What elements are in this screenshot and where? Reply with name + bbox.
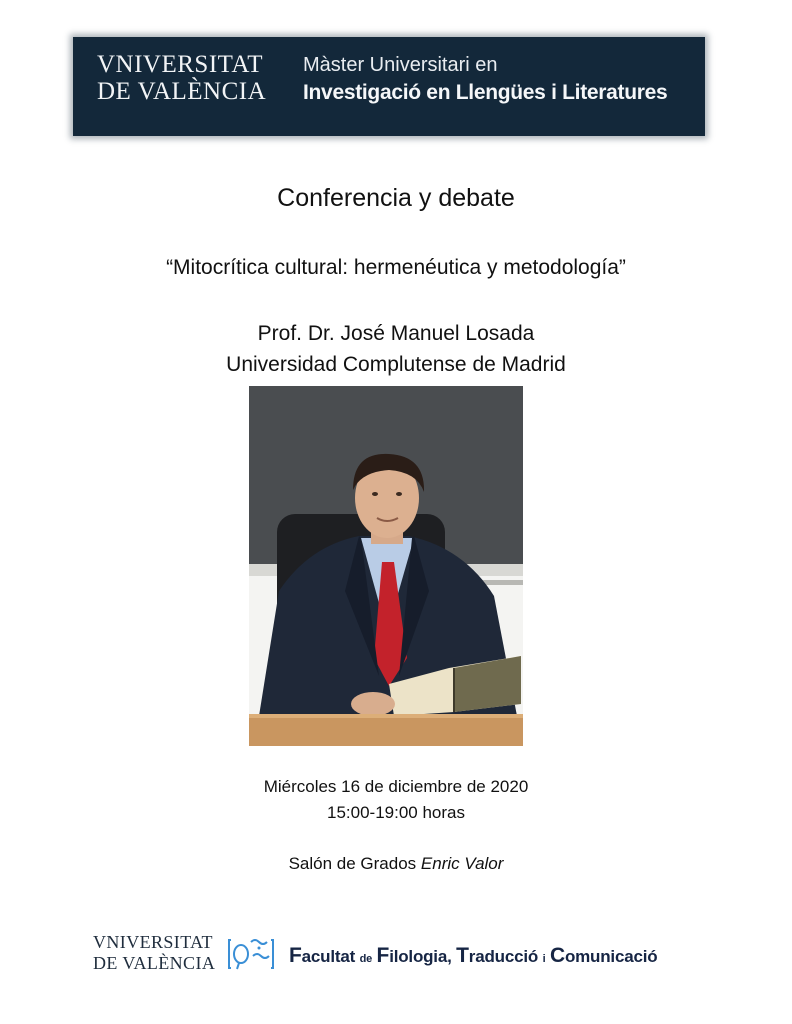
faculty-word4-rest: omunicació: [564, 947, 658, 966]
venue-prefix: Salón de Grados: [288, 854, 417, 873]
university-logo: [97, 52, 266, 104]
speaker-block: [0, 318, 792, 380]
faculty-word2-initial: F: [376, 944, 390, 967]
footer-university-logo-line2: DE VALÈNCIA: [93, 953, 216, 973]
footer-logos: [93, 932, 703, 976]
university-logo-line1: VNIVERSITAT: [97, 51, 263, 78]
venue-name: Enric Valor: [420, 854, 504, 873]
faculty-de: de: [359, 953, 373, 965]
faculty-name: [289, 944, 657, 968]
speaker-affiliation: Universidad Complutense de Madrid: [226, 353, 566, 376]
talk-title: “Mitocrítica cultural: hermenéutica y metodología”: [166, 256, 626, 279]
program-title-line2: Investigació en Llengües i Literatures: [303, 81, 668, 104]
speech-bubbles-icon: [227, 934, 275, 974]
speaker-name: Prof. Dr. José Manuel Losada: [257, 322, 535, 345]
faculty-word1-rest: acultat: [301, 947, 356, 966]
speaker-photo: [249, 386, 523, 746]
university-logo-line2: DE VALÈNCIA: [97, 78, 267, 105]
event-date: Miércoles 16 de diciembre de 2020: [263, 777, 529, 796]
program-title-line1: Màster Universitari en: [303, 54, 498, 76]
footer-university-logo: [93, 933, 215, 972]
faculty-word4-initial: C: [549, 944, 565, 967]
faculty-word1-initial: F: [289, 944, 302, 967]
faculty-word3-initial: T: [456, 944, 469, 967]
program-title: [303, 53, 667, 106]
event-type: Conferencia y debate: [277, 184, 515, 212]
faculty-word2-rest: ilologia,: [389, 947, 452, 966]
faculty-word3-rest: raducció: [468, 947, 539, 966]
event-time: 15:00-19:00 horas: [327, 803, 465, 822]
speaker-photo-illustration: [249, 386, 523, 746]
footer-university-logo-line1: VNIVERSITAT: [93, 932, 213, 952]
header-banner: [73, 37, 705, 136]
faculty-i: i: [542, 953, 546, 965]
event-venue: [0, 854, 792, 874]
